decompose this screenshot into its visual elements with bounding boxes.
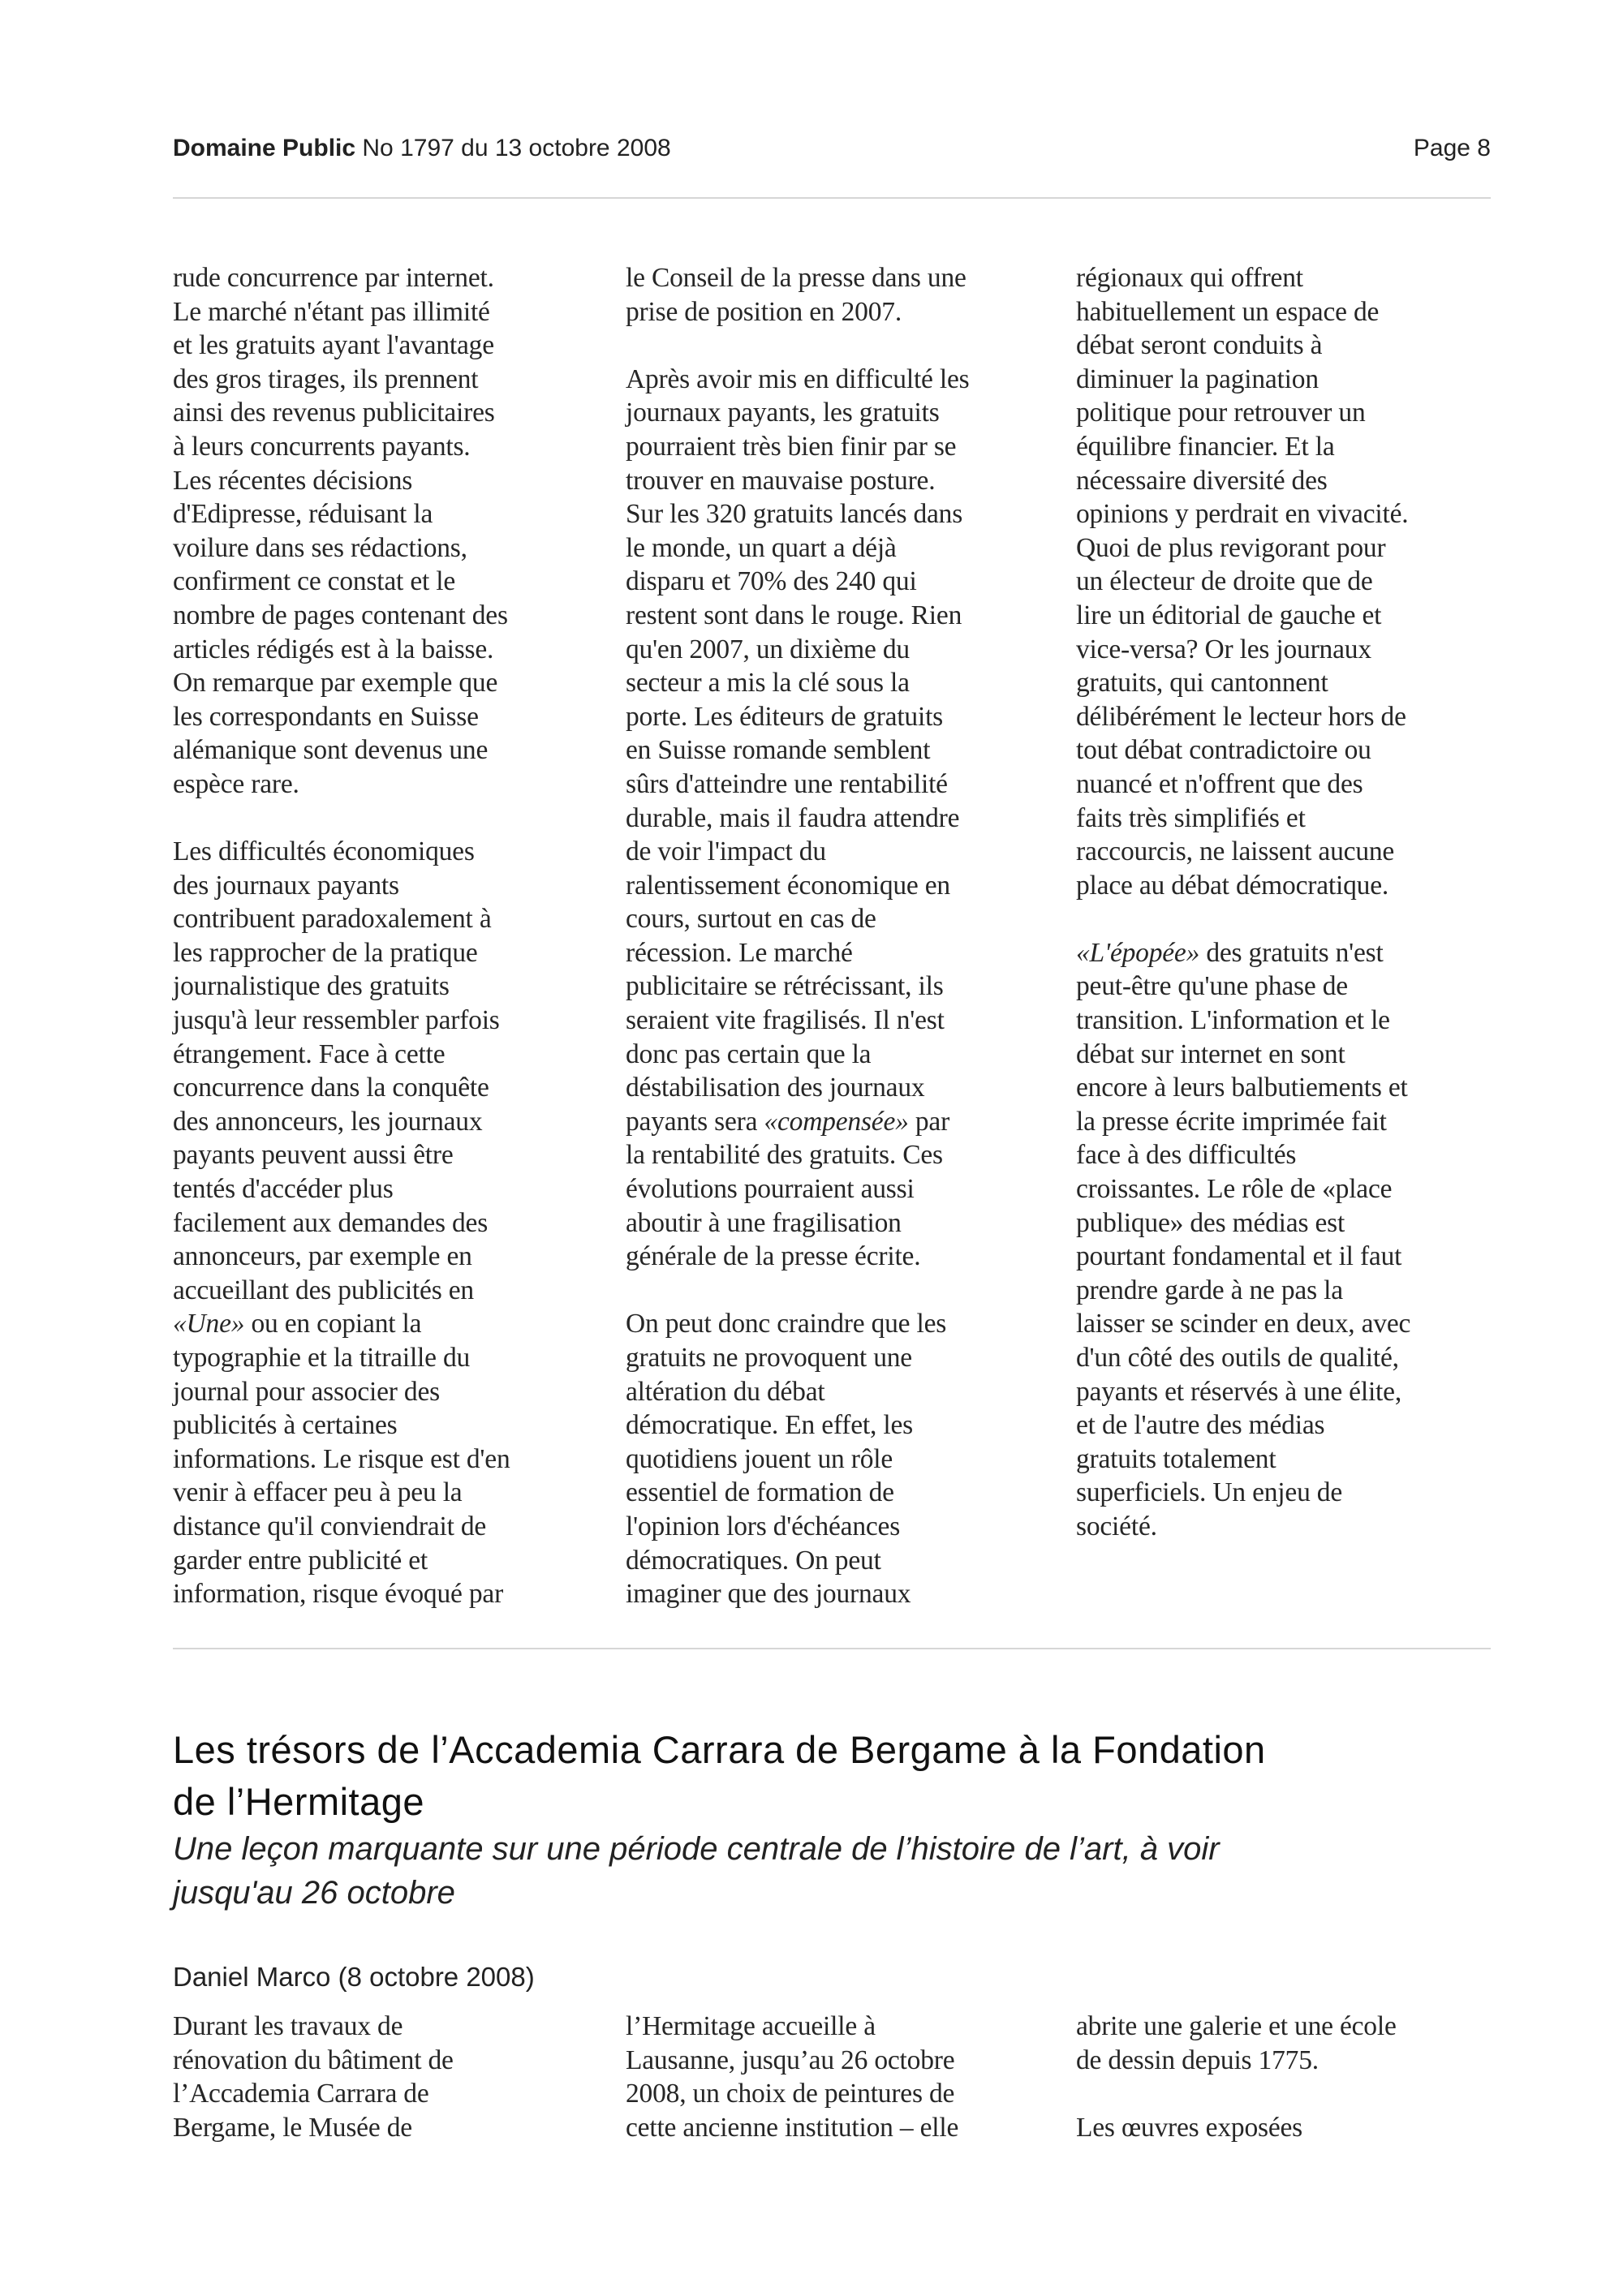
- text-line: faits très simplifiés et: [1076, 802, 1306, 833]
- text-line: société.: [1076, 1511, 1157, 1541]
- text-line: durable, mais il faudra attendre: [626, 802, 960, 833]
- article2-column-1: [173, 2010, 595, 2144]
- byline: Daniel Marco (8 octobre 2008): [173, 1962, 535, 1992]
- text-line: récession. Le marché: [626, 937, 853, 968]
- text-line: régionaux qui offrent: [1076, 263, 1303, 293]
- text-line: étrangement. Face à cette: [173, 1038, 446, 1069]
- text-line: abrite une galerie et une école: [1076, 2011, 1397, 2041]
- article-subtitle: [173, 1827, 1504, 1915]
- text-line: rénovation du bâtiment de: [173, 2044, 454, 2075]
- text-line: vice-versa? Or les journaux: [1076, 634, 1371, 664]
- text-line: espèce rare.: [173, 768, 299, 799]
- text-line: évolutions pourraient aussi: [626, 1174, 915, 1205]
- text-line: garder entre publicité et: [173, 1545, 428, 1576]
- text-line: restent sont dans le rouge. Rien: [626, 600, 962, 630]
- text-line: démocratiques. On peut: [626, 1545, 881, 1576]
- text-line: «L'épopée» des gratuits n'est: [1076, 937, 1384, 968]
- text-line: peut-être qu'une phase de: [1076, 971, 1348, 1002]
- text-line: le monde, un quart a déjà: [626, 532, 897, 563]
- text-line: pourraient très bien finir par se: [626, 431, 957, 462]
- text-line: les correspondants en Suisse: [173, 701, 479, 732]
- text-line: aboutir à une fragilisation: [626, 1207, 902, 1238]
- article-title-line-1: Les trésors de l’Accademia Carrara de Bergame à la Fondation: [173, 1728, 1266, 1771]
- text-line: habituellement un espace de: [1076, 296, 1380, 327]
- text-line: Quoi de plus revigorant pour: [1076, 532, 1386, 563]
- text-line: prendre garde à ne pas la: [1076, 1275, 1343, 1305]
- text-line: l’Accademia Carrara de: [173, 2079, 429, 2109]
- text-line: Lausanne, jusqu’au 26 octobre: [626, 2044, 955, 2075]
- text-line: On remarque par exemple que: [173, 668, 498, 699]
- text-line: délibérément le lecteur hors de: [1076, 701, 1406, 732]
- text-line: débat seront conduits à: [1076, 330, 1323, 361]
- text-line: trouver en mauvaise posture.: [626, 465, 936, 496]
- text-line: à leurs concurrents payants.: [173, 431, 471, 462]
- text-line: nuancé et n'offrent que des: [1076, 768, 1363, 799]
- header-divider: [173, 197, 1491, 199]
- text-line: sûrs d'atteindre une rentabilité: [626, 768, 948, 799]
- text-line: des gros tirages, ils prennent: [173, 363, 479, 394]
- text-line: typographie et la titraille du: [173, 1343, 471, 1373]
- text-line: donc pas certain que la: [626, 1038, 872, 1069]
- text-line: payants et réservés à une élite,: [1076, 1376, 1401, 1407]
- article1-column-2: [626, 261, 1048, 1611]
- text-line: un électeur de droite que de: [1076, 566, 1373, 597]
- text-line: générale de la presse écrite.: [626, 1241, 921, 1272]
- text-line: d'un côté des outils de qualité,: [1076, 1343, 1399, 1373]
- text-line: distance qu'il conviendrait de: [173, 1511, 487, 1541]
- text-line: gratuits totalement: [1076, 1443, 1276, 1474]
- text-line: face à des difficultés: [1076, 1140, 1297, 1171]
- text-line: contribuent paradoxalement à: [173, 904, 492, 935]
- text-line: encore à leurs balbutiements et: [1076, 1073, 1408, 1103]
- text-line: d'Edipresse, réduisant la: [173, 499, 433, 530]
- article-subtitle-line-1: Une leçon marquante sur une période centrale de l’histoire de l’art, à voir: [173, 1831, 1220, 1867]
- text-line: accueillant des publicités en: [173, 1275, 474, 1305]
- text-line: essentiel de formation de: [626, 1477, 894, 1508]
- text-line: tout débat contradictoire ou: [1076, 735, 1371, 766]
- text-line: jusqu'à leur ressembler parfois: [173, 1005, 500, 1036]
- article-divider: [173, 1648, 1491, 1649]
- text-line: superficiels. Un enjeu de: [1076, 1477, 1343, 1508]
- text-line: de dessin depuis 1775.: [1076, 2044, 1319, 2075]
- text-line: lire un éditorial de gauche et: [1076, 600, 1382, 630]
- text-line: quotidiens jouent un rôle: [626, 1443, 893, 1474]
- text-line: publique» des médias est: [1076, 1207, 1345, 1238]
- text-line: voilure dans ses rédactions,: [173, 532, 467, 563]
- text-line: la presse écrite imprimée fait: [1076, 1106, 1387, 1137]
- text-line: nombre de pages contenant des: [173, 600, 508, 630]
- text-line: gratuits, qui cantonnent: [1076, 668, 1328, 699]
- text-line: démocratique. En effet, les: [626, 1410, 913, 1441]
- text-line: et les gratuits ayant l'avantage: [173, 330, 494, 361]
- text-line: payants peuvent aussi être: [173, 1140, 454, 1171]
- text-line: de voir l'impact du: [626, 836, 826, 867]
- text-line: ralentissement économique en: [626, 870, 950, 901]
- article1-column-3: [1076, 261, 1498, 1544]
- text-line: On peut donc craindre que les: [626, 1309, 947, 1339]
- text-line: journaux payants, les gratuits: [626, 398, 940, 428]
- text-line: venir à effacer peu à peu la: [173, 1477, 463, 1508]
- text-line: altération du débat: [626, 1376, 825, 1407]
- text-line: nécessaire diversité des: [1076, 465, 1328, 496]
- text-line: et de l'autre des médias: [1076, 1410, 1325, 1441]
- text-line: en Suisse romande semblent: [626, 735, 931, 766]
- text-line: imaginer que des journaux: [626, 1579, 911, 1610]
- text-line: transition. L'information et le: [1076, 1005, 1390, 1036]
- text-line: politique pour retrouver un: [1076, 398, 1366, 428]
- text-line: informations. Le risque est d'en: [173, 1443, 510, 1474]
- text-line: déstabilisation des journaux: [626, 1073, 925, 1103]
- article2-column-3: [1076, 2010, 1498, 2144]
- text-line: cette ancienne institution – elle: [626, 2112, 959, 2143]
- paragraph-gap: [1076, 902, 1498, 936]
- text-line: Le marché n'étant pas illimité: [173, 296, 490, 327]
- paragraph-gap: [1076, 2077, 1498, 2111]
- text-line: concurrence dans la conquête: [173, 1073, 489, 1103]
- text-line: cours, surtout en cas de: [626, 904, 876, 935]
- text-line: articles rédigés est à la baisse.: [173, 634, 494, 664]
- text-line: journalistique des gratuits: [173, 971, 450, 1002]
- page-header: [173, 135, 1491, 169]
- text-line: la rentabilité des gratuits. Ces: [626, 1140, 943, 1171]
- text-line: opinions y perdrait en vivacité.: [1076, 499, 1409, 530]
- text-line: diminuer la pagination: [1076, 363, 1319, 394]
- text-line: l’Hermitage accueille à: [626, 2011, 876, 2041]
- text-line: l'opinion lors d'échéances: [626, 1511, 901, 1541]
- text-line: pourtant fondamental et il faut: [1076, 1241, 1402, 1272]
- text-line: qu'en 2007, un dixième du: [626, 634, 910, 664]
- text-line: débat sur internet en sont: [1076, 1038, 1345, 1069]
- text-line: porte. Les éditeurs de gratuits: [626, 701, 944, 732]
- text-line: secteur a mis la clé sous la: [626, 668, 910, 699]
- text-line: équilibre financier. Et la: [1076, 431, 1335, 462]
- article-title: [173, 1724, 1504, 1828]
- text-line: croissantes. Le rôle de «place: [1076, 1174, 1393, 1205]
- paragraph-gap: [626, 1274, 1048, 1308]
- text-line: seraient vite fragilisés. Il n'est: [626, 1005, 945, 1036]
- text-line: annonceurs, par exemple en: [173, 1241, 472, 1272]
- text-line: 2008, un choix de peintures de: [626, 2079, 955, 2109]
- text-line: «Une» ou en copiant la: [173, 1309, 422, 1339]
- text-line: rude concurrence par internet.: [173, 263, 494, 293]
- text-line: Bergame, le Musée de: [173, 2112, 412, 2143]
- text-line: Durant les travaux de: [173, 2011, 403, 2041]
- text-line: le Conseil de la presse dans une: [626, 263, 966, 293]
- text-line: les rapprocher de la pratique: [173, 937, 478, 968]
- text-line: prise de position en 2007.: [626, 296, 902, 327]
- article-title-line-2: de l’Hermitage: [173, 1780, 425, 1823]
- text-line: ainsi des revenus publicitaires: [173, 398, 495, 428]
- text-line: publicitaire se rétrécissant, ils: [626, 971, 944, 1002]
- article2-column-2: [626, 2010, 1048, 2144]
- text-line: alémanique sont devenus une: [173, 735, 489, 766]
- text-line: information, risque évoqué par: [173, 1579, 504, 1610]
- text-line: payants sera «compensée» par: [626, 1106, 950, 1137]
- text-line: tentés d'accéder plus: [173, 1174, 394, 1205]
- publication-name: Domaine Public: [173, 135, 356, 161]
- text-line: des journaux payants: [173, 870, 399, 901]
- text-line: place au débat démocratique.: [1076, 870, 1389, 901]
- article1-column-1: [173, 261, 595, 1611]
- text-line: gratuits ne provoquent une: [626, 1343, 912, 1373]
- text-line: des annonceurs, les journaux: [173, 1106, 483, 1137]
- text-line: Les difficultés économiques: [173, 836, 475, 867]
- text-line: Les œuvres exposées: [1076, 2112, 1303, 2143]
- text-line: disparu et 70% des 240 qui: [626, 566, 917, 597]
- text-line: Sur les 320 gratuits lancés dans: [626, 499, 963, 530]
- issue-info: No 1797 du 13 octobre 2008: [362, 135, 671, 161]
- article-subtitle-line-2: jusqu'au 26 octobre: [173, 1875, 455, 1911]
- text-line: journal pour associer des: [173, 1376, 440, 1407]
- page-number: Page 8: [1413, 135, 1491, 161]
- paragraph-gap: [626, 329, 1048, 363]
- text-line: Les récentes décisions: [173, 465, 413, 496]
- text-line: publicités à certaines: [173, 1410, 398, 1441]
- text-line: facilement aux demandes des: [173, 1207, 489, 1238]
- text-line: Après avoir mis en difficulté les: [626, 363, 970, 394]
- paragraph-gap: [173, 802, 595, 836]
- text-line: laisser se scinder en deux, avec: [1076, 1309, 1411, 1339]
- text-line: raccourcis, ne laissent aucune: [1076, 836, 1395, 867]
- text-line: confirment ce constat et le: [173, 566, 456, 597]
